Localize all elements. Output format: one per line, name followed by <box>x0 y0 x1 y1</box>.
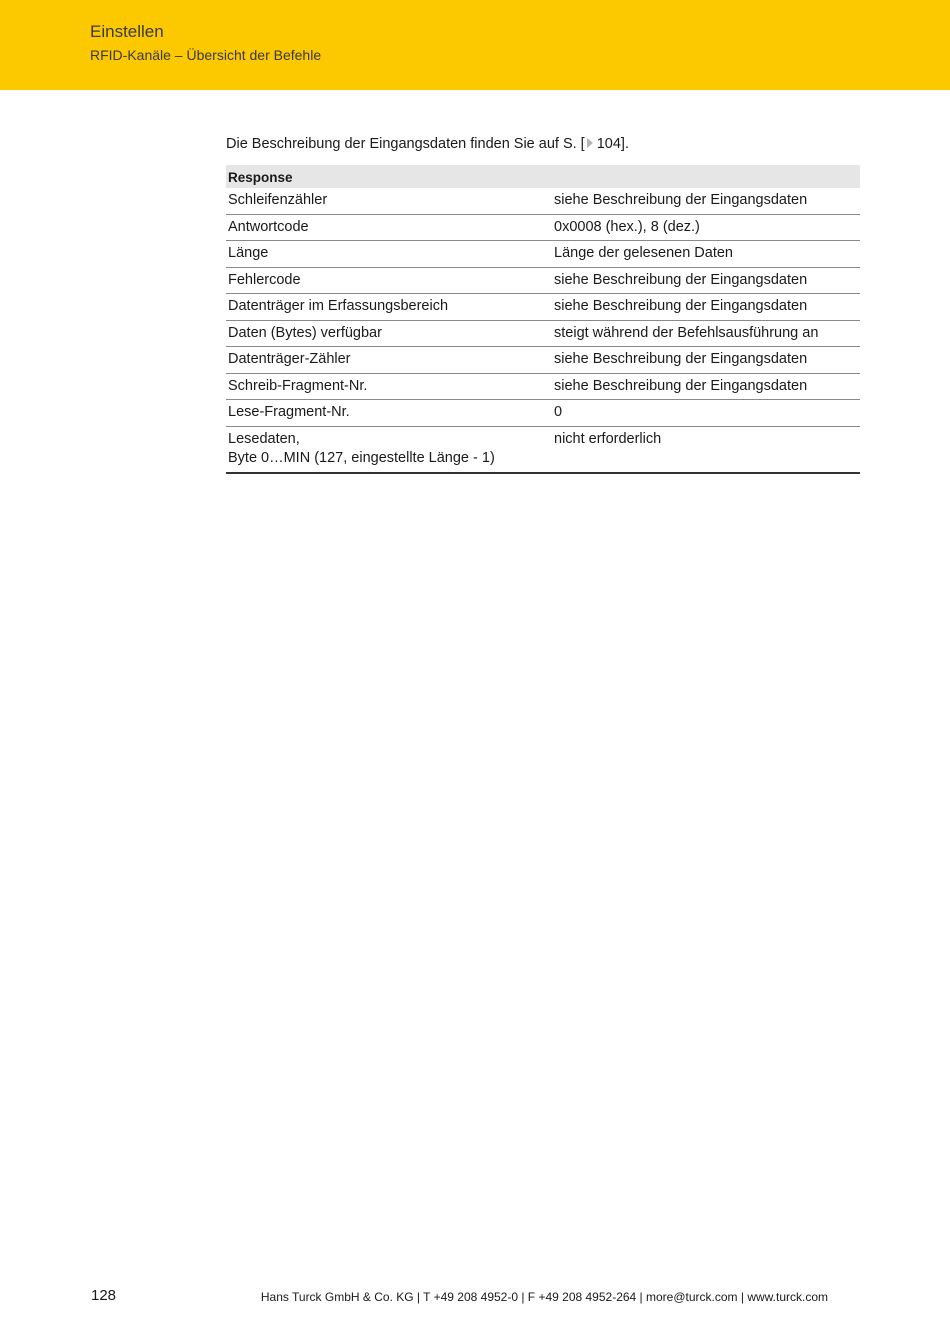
table-row <box>226 347 860 374</box>
value-cell: siehe Beschreibung der Eingangsdaten <box>552 347 860 374</box>
value-cell: 0 <box>552 400 860 427</box>
table-row <box>226 294 860 321</box>
intro-suffix: ]. <box>620 136 629 152</box>
table-row <box>226 373 860 400</box>
intro-text: Die Beschreibung der Eingangsdaten finden Sie auf S. [ <box>226 136 585 152</box>
value-cell: Länge der gelesenen Daten <box>552 241 860 268</box>
header-subtitle: RFID-Kanäle – Übersicht der Befehle <box>90 47 322 63</box>
param-cell: Antwortcode <box>226 214 552 241</box>
param-cell: Schleifenzähler <box>226 188 552 214</box>
param-cell <box>226 426 552 473</box>
table-row <box>226 426 860 473</box>
table-header-cell: Response <box>226 165 860 188</box>
page-number: 128 <box>91 1287 117 1304</box>
table-row <box>226 400 860 427</box>
param-cell: Schreib-Fragment-Nr. <box>226 373 552 400</box>
intro-paragraph <box>226 136 629 152</box>
page-reference-link[interactable]: 104 <box>596 136 621 152</box>
value-cell: siehe Beschreibung der Eingangsdaten <box>552 294 860 321</box>
table-row <box>226 188 860 214</box>
value-cell: siehe Beschreibung der Eingangsdaten <box>552 188 860 214</box>
response-table <box>226 165 860 474</box>
table-row <box>226 214 860 241</box>
table-row <box>226 320 860 347</box>
param-cell: Länge <box>226 241 552 268</box>
table-row <box>226 241 860 268</box>
value-cell: siehe Beschreibung der Eingangsdaten <box>552 373 860 400</box>
right-arrow-icon <box>587 138 593 148</box>
value-cell: nicht erforderlich <box>552 426 860 473</box>
header-title: Einstellen <box>90 22 164 41</box>
param-cell: Daten (Bytes) verfügbar <box>226 320 552 347</box>
footer-company-line: Hans Turck GmbH & Co. KG | T +49 208 4952-0 | F +49 208 4952-264 | more@turck.com | www.turck.com <box>260 1290 828 1304</box>
page-header <box>0 0 950 90</box>
param-line-1: Lesedaten, <box>228 430 300 447</box>
value-cell: 0x0008 (hex.), 8 (dez.) <box>552 214 860 241</box>
value-cell: siehe Beschreibung der Eingangsdaten <box>552 267 860 294</box>
param-line-2: Byte 0…MIN (127, eingestellte Länge - 1) <box>228 450 495 466</box>
param-cell: Datenträger im Erfassungsbereich <box>226 294 552 321</box>
table-header-row <box>226 165 860 188</box>
value-cell: steigt während der Befehlsausführung an <box>552 320 860 347</box>
param-cell: Datenträger-Zähler <box>226 347 552 374</box>
param-cell: Lese-Fragment-Nr. <box>226 400 552 427</box>
table-row <box>226 267 860 294</box>
param-cell: Fehlercode <box>226 267 552 294</box>
